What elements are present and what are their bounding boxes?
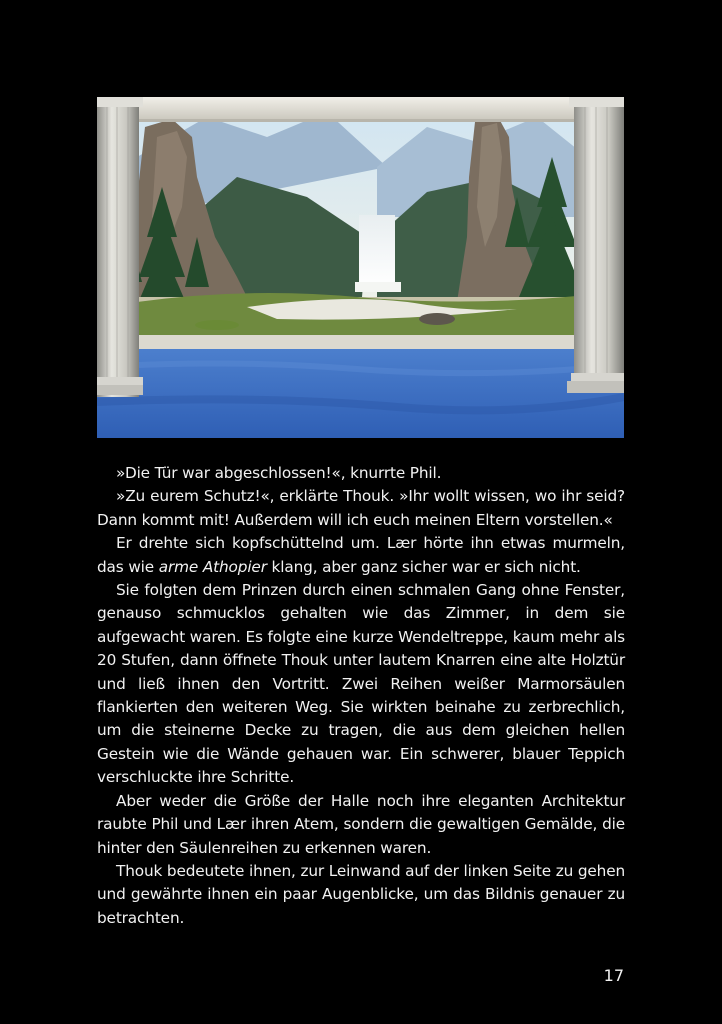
paragraph — [97, 579, 625, 790]
paragraph-text: »Die Tür war abgeschlossen!«, knurrte Phil. — [116, 464, 442, 482]
italic-phrase: arme Athopier — [158, 557, 267, 576]
paragraph-text: klang, aber ganz sicher war er sich nicht. — [266, 557, 581, 576]
paragraph — [97, 485, 625, 532]
paragraph-text: Sie folgten dem Prinzen durch einen schmalen Gang ohne Fenster, genauso schmucklos gehalten wie das Zimmer, in dem sie aufgewacht waren. Es folgte eine kurze Wendeltreppe, kaum mehr als 20 Stufen, dann öffnete Thouk unter lautem Knarren eine alte Holztür und ließ ihnen den Vortritt. Zwei Reihen weißer Marmorsäulen flankierten den weiteren Weg. Sie wirkten beinahe zu zerbrechlich, um die steinerne Decke zu tragen, die aus dem gleichen hellen Gestein wie die Wände gehauen war. Ein schwerer, blauer Teppich verschluckte ihre Schritte. — [97, 581, 625, 787]
paragraph — [97, 462, 625, 485]
paragraph-text: Er drehte sich kopfschüttelnd um. Lær hörte ihn etwas murmeln, das wie — [97, 534, 625, 576]
page-number: 17 — [603, 966, 624, 985]
paragraph — [97, 860, 625, 930]
paragraph-text: Aber weder die Größe der Halle noch ihre eleganten Architektur raubte Phil und Lær ihren Atem, sondern die gewaltigen Gemälde, die hinter den Säulenreihen zu erkennen waren. — [97, 791, 625, 857]
paragraph-text: Thouk bedeutete ihnen, zur Leinwand auf der linken Seite zu gehen und gewährte ihnen ein paar Augenblicke, um das Bildnis genauer zu betrachten. — [97, 861, 626, 927]
paragraph — [97, 790, 625, 860]
paragraph — [97, 532, 625, 579]
body-text — [97, 462, 625, 930]
chapter-illustration — [97, 97, 624, 438]
paragraph-text: »Zu eurem Schutz!«, erklärte Thouk. »Ihr wollt wissen, wo ihr seid? Dann kommt mit! Außerdem will ich euch meinen Eltern vorstellen.« — [97, 487, 625, 529]
